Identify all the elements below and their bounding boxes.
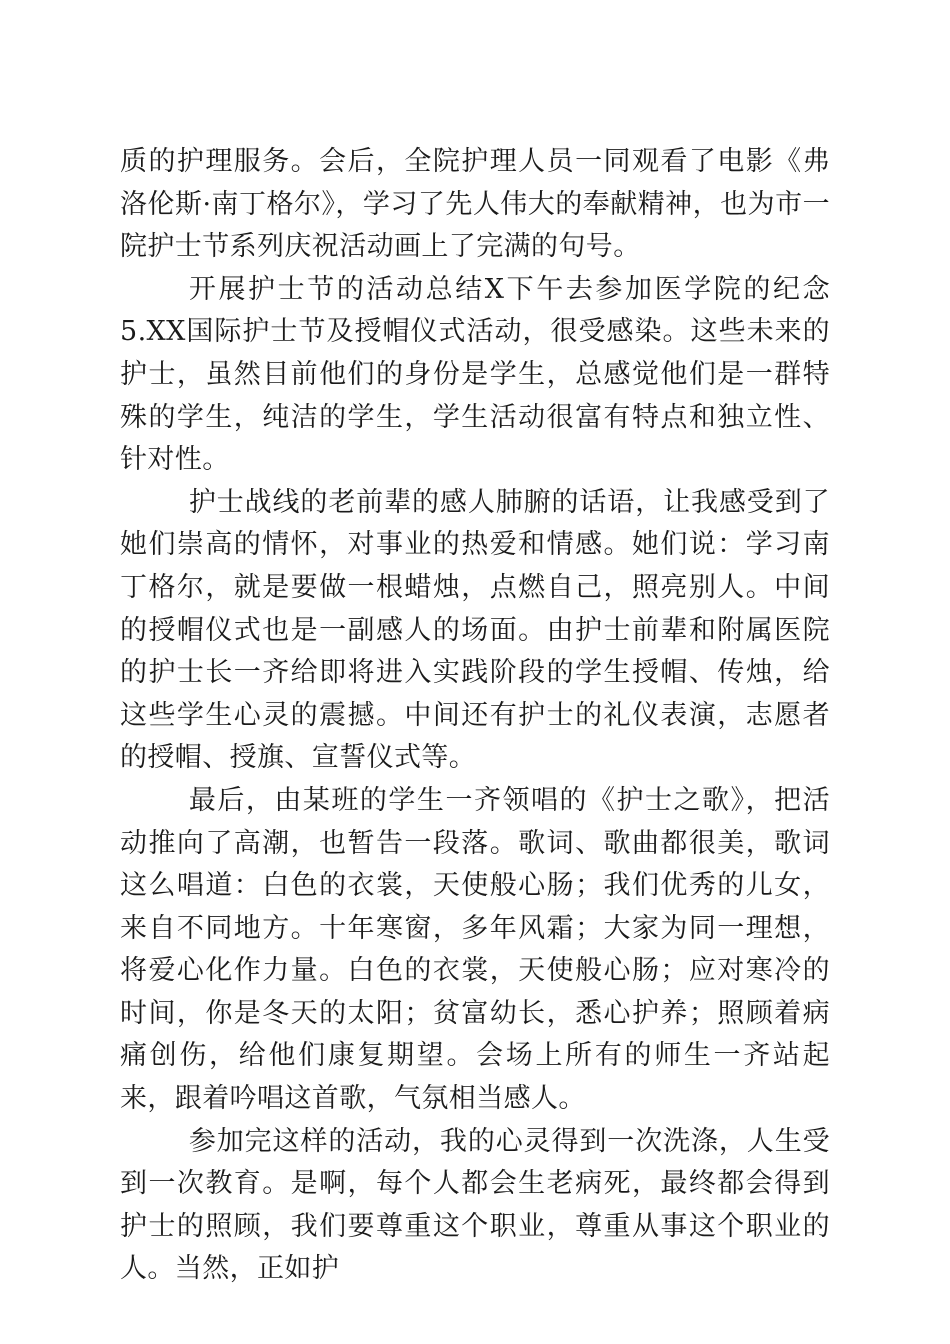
- paragraph-nurse-song: 最后，由某班的学生一齐领唱的《护士之歌》，把活动推向了高潮，也暂告一段落。歌词、歌曲都很美，歌词这么唱道：白色的衣裳，天使般心肠；我们优秀的儿女，来自不同地方。十年寒窗，多年风霜；大家为同一理想，将爱心化作力量。白色的衣裳，天使般心肠；应对寒冷的时间，你是冬天的太阳；贫富幼长，悉心护养；照顾着病痛创伤，给他们康复期望。会场上所有的师生一齐站起来，跟着吟唱这首歌，气氛相当感人。: [120, 784, 830, 1115]
- paragraph-reflection: 参加完这样的活动，我的心灵得到一次洗涤，人生受到一次教育。是啊，每个人都会生老病死，最终都会得到护士的照顾，我们要尊重这个职业，尊重从事这个职业的人。当然，正如护: [120, 1125, 830, 1285]
- document-body: [120, 141, 830, 1291]
- paragraph-senior-nurses: 护士战线的老前辈的感人肺腑的话语，让我感受到了她们崇高的情怀，对事业的热爱和情感。她们说：学习南丁格尔，就是要做一根蜡烛，点燃自己，照亮别人。中间的授帽仪式也是一副感人的场面。由护士前辈和附属医院的护士长一齐给即将进入实践阶段的学生授帽、传烛，给这些学生心灵的震撼。中间还有护士的礼仪表演，志愿者的授帽、授旗、宣誓仪式等。: [120, 486, 830, 774]
- paragraph-activity-summary: 开展护士节的活动总结X下午去参加医学院的纪念5.XX国际护士节及授帽仪式活动，很受感染。这些未来的护士，虽然目前他们的身份是学生，总感觉他们是一群特殊的学生，纯洁的学生，学生活动很富有特点和独立性、针对性。: [120, 273, 830, 476]
- paragraph-continued: 质的护理服务。会后，全院护理人员一同观看了电影《弗洛伦斯·南丁格尔》，学习了先人伟大的奉献精神，也为市一院护士节系列庆祝活动画上了完满的句号。: [120, 146, 830, 263]
